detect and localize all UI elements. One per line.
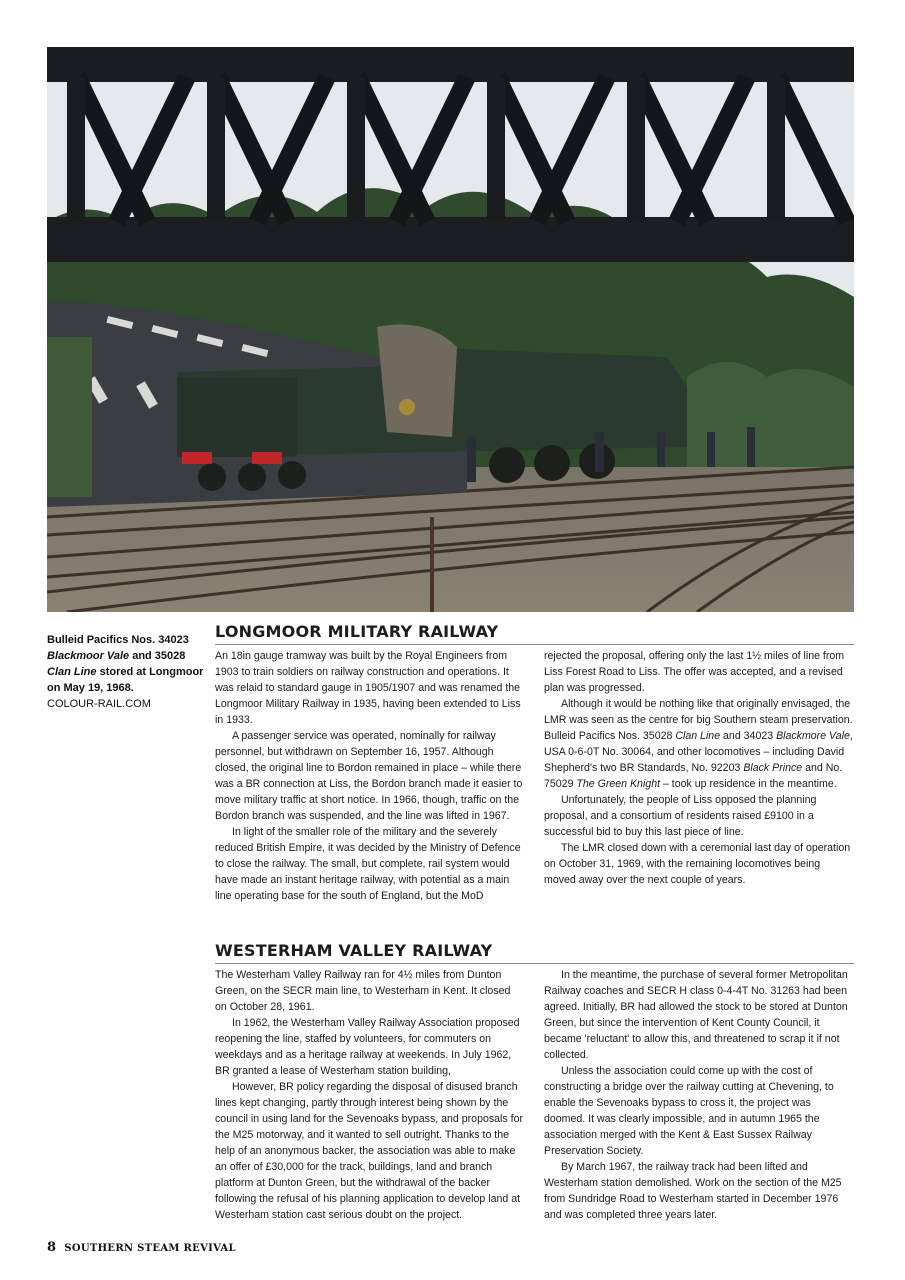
bridge-bottom-girder — [47, 217, 854, 262]
emblem — [399, 399, 415, 415]
page-footer — [47, 1240, 236, 1255]
paragraph: The Westerham Valley Railway ran for 4½ miles from Dunton Green, on the SECR main line, to Westerham in Kent. It closed on October 28, 1961. — [215, 969, 511, 1013]
paragraph: The LMR closed down with a ceremonial last day of operation on October 31, 1969, with the remaining locomotives being moved away over the next couple of years. — [544, 842, 851, 886]
paragraph: However, BR policy regarding the disposal of disused branch lines kept changing, partly through interest being shown by the council in using land for the Sevenoaks bypass, and proposals for the M25 motorway, and it wanted to sell outright. Thanks to the help of an anonymous backer, the association was able to make an offer of £30,000 for the track, buildings, land and branch platform at Dunton Green, but the withdrawal of the backer following the refusal of his planning application to develop land at Westerham station cast serious doubt on the project. — [215, 1081, 523, 1221]
paragraph: Unless the association could come up with the cost of constructing a bridge over the railway cutting at Chevening, to enable the Sevenoaks bypass to cross it, the project was doomed. It was clearly impossible, and in autumn 1965 the association merged with the Kent & East Sussex Railway Preservation Society. — [544, 1065, 834, 1157]
paragraph: In light of the smaller role of the military and the severely reduced British Empire, it was decided by the Ministry of Defence to close the railway. The small, but complete, rail system would have made an instant heritage railway, with potential as a main line operating base for the south of England, but the MoD — [215, 826, 521, 902]
photo-credit: COLOUR-RAIL.COM — [47, 698, 151, 710]
paragraph: By March 1967, the railway track had been lifted and Westerham station demolished. Work on the section of the M25 from Sundridge Road to Westerham started in December 1976 and was completed three years later. — [544, 1161, 842, 1221]
tarpaulin — [377, 325, 457, 438]
paragraph: Unfortunately, the people of Liss opposed the planning proposal, and a consortium of residents raised £9100 in a successful bid to buy this last piece of line. — [544, 794, 817, 838]
longmoor-column-2 — [544, 648, 854, 888]
caption-loco-2: Clan Line — [47, 666, 97, 678]
heading-westerham: WESTERHAM VALLEY RAILWAY — [215, 941, 854, 964]
paragraph: rejected the proposal, offering only the last 1½ miles of line from Liss Forest Road to Liss. The offer was accepted, and a revised plan was progressed. — [544, 650, 845, 694]
paragraph: In 1962, the Westerham Valley Railway Association proposed reopening the line, staffed by volunteers, for commuters on weekdays and as a heritage railway at weekends. In July 1962, BR granted a lease of Westerham station building, — [215, 1017, 520, 1077]
caption-text-2: and 35028 — [129, 650, 186, 662]
westerham-column-1 — [215, 967, 525, 1223]
caption-loco-1: Blackmoor Vale — [47, 650, 130, 662]
bridge-top-girder — [47, 47, 854, 82]
coach-left — [47, 337, 92, 497]
photo-illustration — [47, 47, 854, 612]
caption-text-3: stored at Longmoor on May 19, 1968. — [47, 666, 204, 694]
paragraph: In the meantime, the purchase of several former Metropolitan Railway coaches and SECR H class 0-4-4T No. 31263 had been agreed. Initially, BR had allowed the stock to be stored at Dunton Green, but since the intervention of Kent County Council, it became 'reluctant' to allow this, and threatened to scrap it if not collected. — [544, 969, 848, 1061]
heading-longmoor: LONGMOOR MILITARY RAILWAY — [215, 622, 854, 645]
longmoor-column-1 — [215, 648, 525, 904]
tender — [177, 377, 297, 457]
paragraph: Although it would be nothing like that originally envisaged, the LMR was seen as the centre for big Southern steam preservation. Bulleid Pacifics Nos. 35028 Clan Line and 34023 Blackmore Vale, USA 0-6-0T No. 30064, and other locomotives – including David Shepherd's two BR Standards, No. 92203 Black Prince and No. 75029 The Green Knight – took up residence in the meantime. — [544, 698, 853, 790]
page-number: 8 — [47, 1240, 57, 1255]
paragraph: An 18in gauge tramway was built by the Royal Engineers from 1903 to train soldiers on railway construction and operations. It was relaid to standard gauge in 1905/1907 and was renamed the Longmoor Military Railway in 1935, having been extended to Liss in 1933. — [215, 650, 521, 726]
paragraph: A passenger service was operated, nominally for railway personnel, but withdrawn on September 16, 1957. Although closed, the original line to Bordon remained in place – while there was a BR connection at Liss, the Bordon branch made it easier to move military traffic at short notice. In 1966, though, traffic on the Bordon branch was suspended, and the line was lifted in 1967. — [215, 730, 523, 822]
locomotive-photo — [47, 47, 854, 612]
caption-text-1: Bulleid Pacifics Nos. 34023 — [47, 634, 189, 646]
magazine-title: SOUTHERN STEAM REVIVAL — [64, 1243, 236, 1254]
westerham-column-2 — [544, 967, 854, 1223]
signal-post — [430, 517, 434, 612]
photo-caption — [47, 632, 207, 712]
